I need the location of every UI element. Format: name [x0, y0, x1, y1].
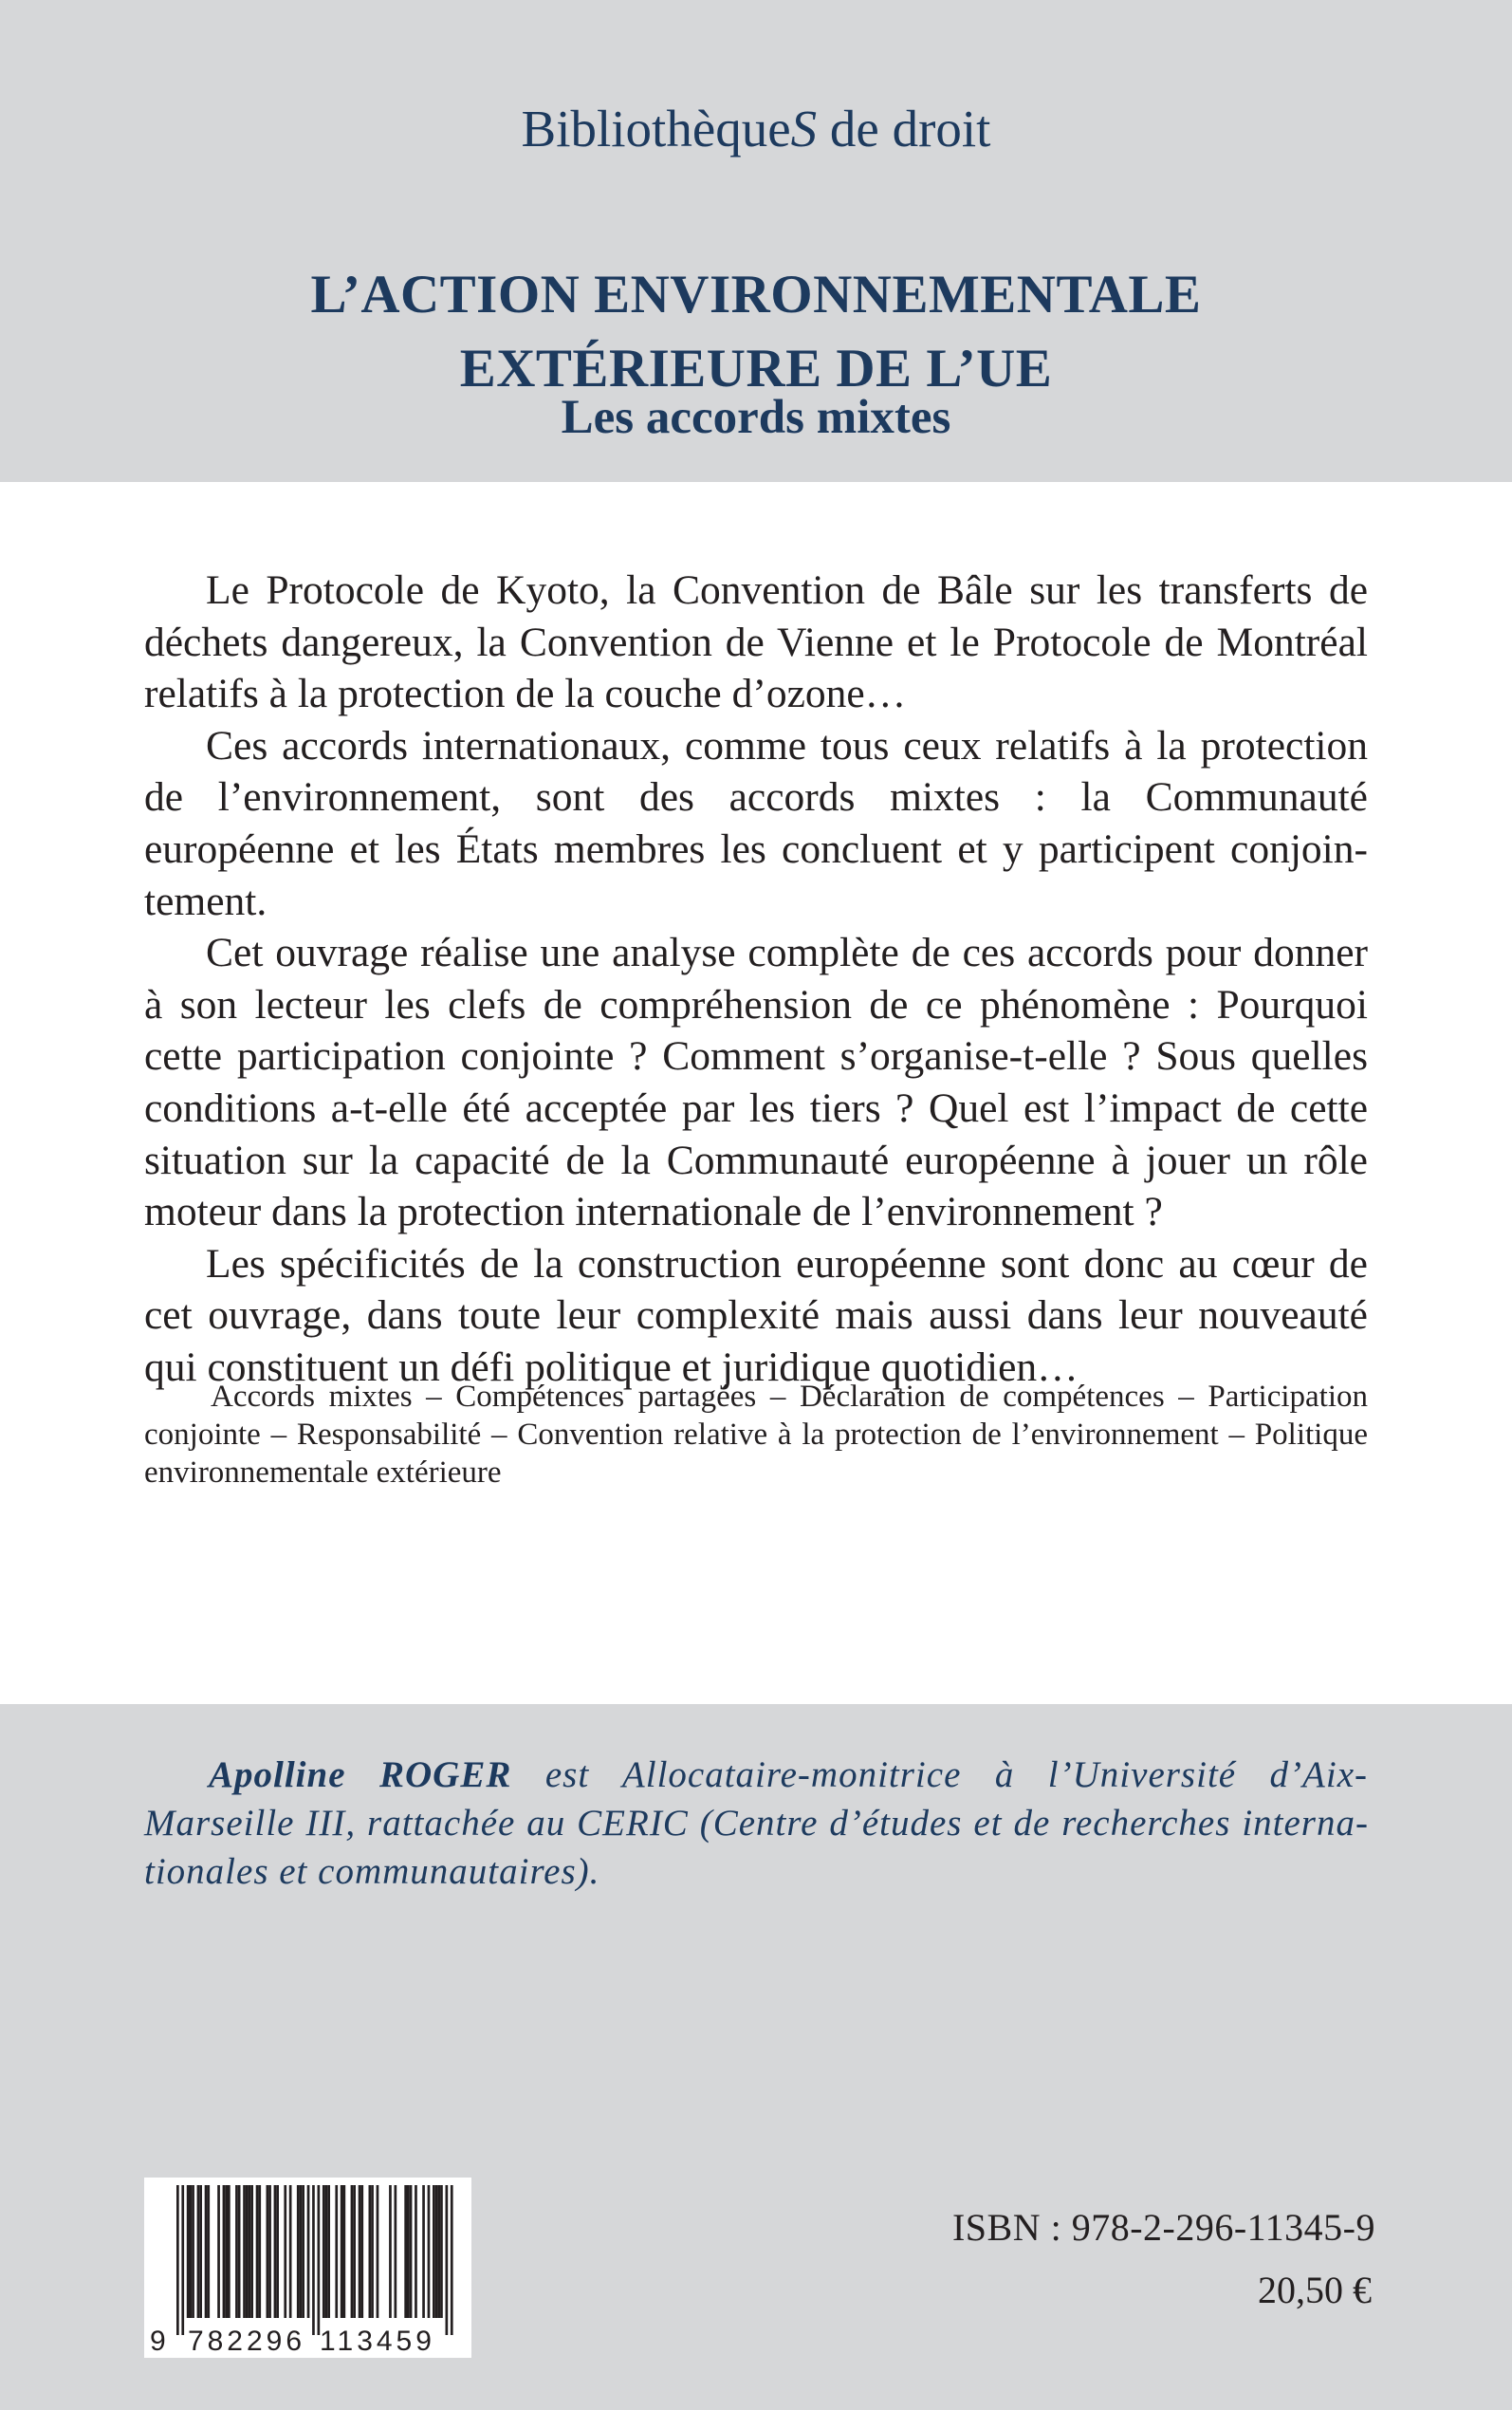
barcode-bars [176, 2185, 453, 2335]
barcode-bar [351, 2185, 354, 2318]
series-prefix: Bibliothèque [521, 100, 791, 158]
series-name [0, 100, 1512, 158]
barcode-bar [197, 2185, 200, 2318]
barcode-bar [325, 2185, 328, 2318]
barcode-bar [217, 2185, 220, 2318]
author-description: est Allocataire-monitrice à l’Université d’Aix-Marseille III, rattachée au CERIC (Centre d’études et de recherches internationales et communautaires). [144, 1754, 1368, 1892]
barcode-digit-prefix: 9 [150, 2326, 166, 2357]
barcode-bar [207, 2185, 210, 2318]
barcode-digits-left: 782296 [187, 2326, 306, 2357]
barcode-bar [223, 2185, 226, 2318]
barcode-bar [276, 2185, 279, 2318]
barcode-bar [190, 2185, 193, 2318]
barcode-bar [267, 2185, 269, 2318]
barcode-bar [371, 2185, 374, 2318]
barcode-bar [407, 2185, 410, 2318]
barcode-bar [318, 2185, 321, 2335]
barcode-bar [238, 2185, 241, 2318]
barcode-bar [428, 2185, 431, 2318]
barcode-bar [404, 2185, 407, 2318]
barcode-bar [268, 2185, 271, 2318]
book-subtitle: Les accords mixtes [561, 391, 951, 444]
barcode-bar [377, 2185, 379, 2318]
barcode-bar [323, 2185, 325, 2318]
barcode-graphic [144, 2178, 471, 2358]
title-line-2: EXTÉRIEURE DE L’UE [459, 339, 1053, 399]
barcode-bar [422, 2185, 425, 2318]
barcode-bar [410, 2185, 413, 2318]
barcode-bar [353, 2185, 356, 2318]
barcode-bar [312, 2185, 315, 2335]
barcode-bar [389, 2185, 392, 2318]
blurb-paragraph: Les spécificités de la construction européenne sont donc au cœur de cet ouvrage, dans toute leur complexité mais aussi dans leur nouveauté qui constituent un défi politique et juridique quotidien… [144, 1240, 1368, 1390]
barcode-bar [360, 2185, 363, 2318]
keywords-text: Accords mixtes – Compétences partagées – Déclaration de compétences – Participation conjointe – Responsabilité – Convention relative à la protection de l’environnement – Politique environnementale extérieure [144, 1380, 1368, 1490]
barcode-bar [446, 2185, 449, 2335]
price: 20,50 € [1258, 2269, 1372, 2311]
barcode-bar [435, 2185, 438, 2318]
barcode-bar [369, 2185, 372, 2318]
barcode-bar [243, 2185, 246, 2318]
barcode-bar [395, 2185, 397, 2318]
barcode-bar [258, 2185, 261, 2318]
barcode-bar [289, 2185, 292, 2318]
barcode-bar [341, 2185, 343, 2318]
barcode-bar [437, 2185, 440, 2318]
barcode-bar [225, 2185, 228, 2318]
barcode-bar [235, 2185, 238, 2318]
author-name: Apolline ROGER [209, 1754, 512, 1795]
barcode-bar [297, 2185, 300, 2318]
barcode-bar [451, 2185, 453, 2335]
keywords [144, 1378, 1368, 1492]
barcode-bar [335, 2185, 338, 2318]
book-title [0, 258, 1512, 406]
barcode-bar [181, 2185, 184, 2335]
barcode-bar [284, 2185, 286, 2318]
barcode-bar [359, 2185, 361, 2318]
blurb [144, 565, 1368, 1394]
barcode-bar [250, 2185, 253, 2318]
series-italic-s: S [790, 100, 818, 158]
barcode-bar [274, 2185, 277, 2318]
barcode-bar [199, 2185, 202, 2318]
barcode-bar [327, 2185, 330, 2318]
barcode-bar [228, 2185, 230, 2318]
barcode-bar [192, 2185, 194, 2318]
barcode [144, 2178, 471, 2358]
author-bio [144, 1751, 1368, 1896]
barcode-bar [249, 2185, 251, 2318]
blurb-paragraph: Ces accords internationaux, comme tous ceux relatifs à la protection de l’environnement, sont des accords mixtes : la Communauté européenne et les États membres les concluent et y participent conjointement. [144, 722, 1368, 924]
barcode-bar [343, 2185, 346, 2318]
barcode-bar [440, 2185, 443, 2318]
isbn: ISBN : 978-2-296-11345-9 [951, 2206, 1375, 2249]
barcode-bar [256, 2185, 259, 2318]
barcode-bar [205, 2185, 208, 2318]
barcode-bar [300, 2185, 303, 2318]
barcode-bar [302, 2185, 304, 2318]
series-suffix: de droit [817, 100, 991, 158]
barcode-bar [433, 2185, 435, 2318]
barcode-bar [246, 2185, 249, 2318]
barcode-bar [415, 2185, 417, 2318]
barcode-bar [307, 2185, 310, 2318]
blurb-paragraph: Cet ouvrage réalise une analyse complète de ces accords pour donner à son lecteur les clefs de compréhension de ce phénomène : Pourquoi cette participation conjointe ? Comment s’organise-t-elle ? Sous quelles conditions a-t-elle été acceptée par les tiers ? Quel est l’impact de cette situation sur la capacité de la Communauté européenne à jouer un rôle moteur dans la protection internationale de l’environnement ? [144, 930, 1368, 1235]
barcode-bar [176, 2185, 179, 2335]
blurb-paragraph: Le Protocole de Kyoto, la Convention de Bâle sur les transferts de déchets dangereux, la Convention de Vienne et le Protocole de Montréal relatifs à la protection de la couche d’ozone… [144, 567, 1368, 717]
barcode-bar [187, 2185, 190, 2318]
title-line-1: L’ACTION ENVIRONNEMENTALE [310, 265, 1202, 324]
barcode-digits-right: 113459 [320, 2326, 435, 2357]
